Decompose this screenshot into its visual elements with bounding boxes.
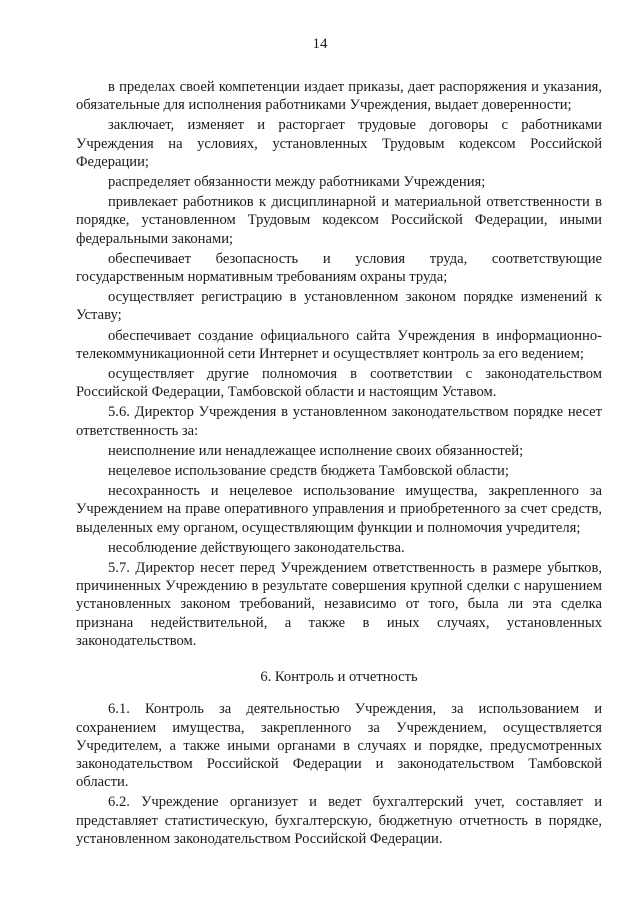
paragraph: 6.1. Контроль за деятельностью Учреждения, за использованием и сохранением имущества, закрепленного за Учреждением, осуществляется Учредителем, а также иными органами в случаях и порядке, предусмотренных законодательством Российской Федерации и законодательством Тамбовской области. (76, 701, 602, 791)
paragraph: заключает, изменяет и расторгает трудовые договоры с работниками Учреждения на условиях, установленных Трудовым кодексом Российской Федерации; (76, 117, 602, 170)
section-heading: 6. Контроль и отчетность (260, 669, 418, 686)
paragraph: обеспечивает безопасность и условия труда, соответствующие государственным нормативным требованиям охраны труда; (76, 250, 602, 286)
paragraph: привлекает работников к дисциплинарной и материальной ответственности в порядке, установленном Трудовым кодексом Российской Федерации, иными федеральными законами; (76, 194, 602, 247)
paragraph: осуществляет другие полномочия в соответствии с законодательством Российской Федерации, Тамбовской области и настоящим Уставом. (76, 366, 602, 401)
page-number: 14 (312, 36, 328, 52)
paragraph: 6.2. Учреждение организует и ведет бухгалтерский учет, составляет и представляет статистическую, бухгалтерскую, бюджетную отчетность в порядке, установленном законодательством Российской Федерации. (76, 794, 602, 847)
paragraph: неисполнение или ненадлежащее исполнение своих обязанностей; (108, 442, 524, 459)
paragraph: обеспечивает создание официального сайта Учреждения в информационно-телекоммуникационной сети Интернет и осуществляет контроль за его ведением; (76, 327, 602, 362)
paragraph: распределяет обязанности между работниками Учреждения; (108, 174, 486, 191)
paragraph: осуществляет регистрацию в установленном законом порядке изменений к Уставу; (76, 289, 602, 324)
paragraph: несохранность и нецелевое использование имущества, закрепленного за Учреждением на праве оперативного управления и приобретенного за счет средств, выделенных ему органом, осуществляющим функции и полномочия учредителя; (76, 483, 602, 536)
paragraph: в пределах своей компетенции издает приказы, дает распоряжения и указания, обязательные для исполнения работниками Учреждения, выдает доверенности; (76, 79, 602, 114)
paragraph: 5.6. Директор Учреждения в установленном законодательством порядке несет ответственность за: (76, 404, 602, 439)
paragraph: нецелевое использование средств бюджета Тамбовской области; (108, 463, 509, 480)
paragraph: несоблюдение действующего законодательства. (108, 539, 405, 556)
document-body (76, 76, 602, 848)
paragraph: 5.7. Директор несет перед Учреждением ответственность в размере убытков, причиненных Учреждению в результате совершения крупной сделки с нарушением установленных законом требований, независимо от того, была ли эта сделка признана недействительной, а также в иных случаях, установленных законодательством. (76, 560, 602, 649)
